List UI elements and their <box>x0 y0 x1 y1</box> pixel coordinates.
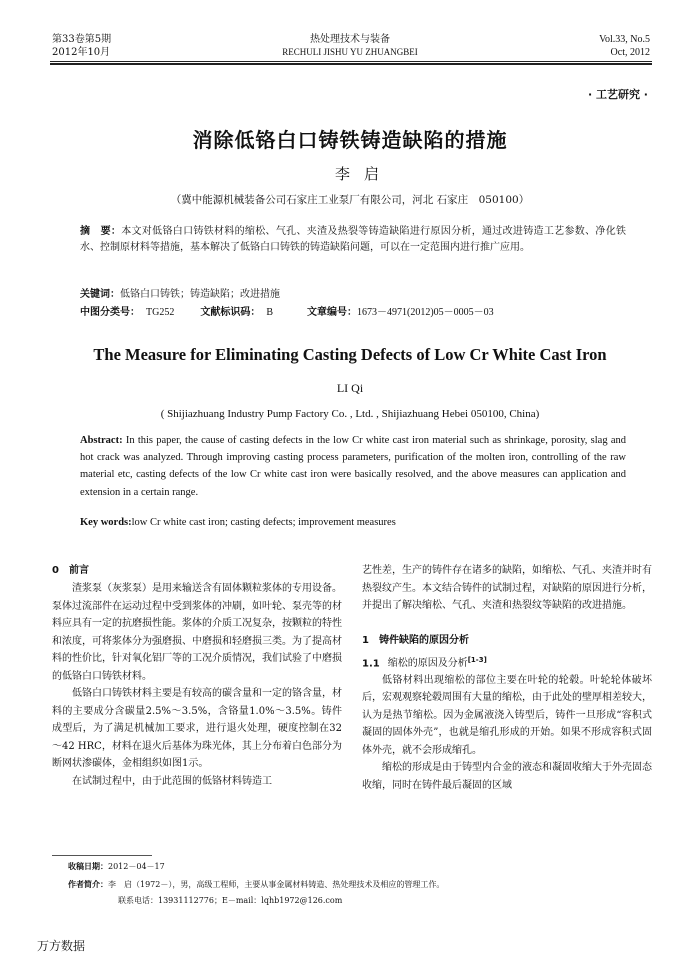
abstract-en <box>80 432 626 501</box>
abstract-en-text: In this paper, the cause of casting defects in the low Cr white cast iron material such as shrinkage, porosity, slag and hot crack was analyzed. Through improving casting process parameters, purification of the molten iron, controlling of the raw material etc, casting defects of the low Cr white cast iron were basically resolved, and the above measures can application and extension in a certain range. <box>80 435 627 498</box>
contact-info: 联系电话：13931112776；E－mail：lqhb1972@126.com <box>118 896 343 905</box>
section-1-title: 铸件缺陷的原因分析 <box>378 634 469 646</box>
journal-volume: Vol.33, No.5 <box>599 34 650 45</box>
doc-code-value: B <box>266 307 274 318</box>
header-rule-thick <box>50 63 652 65</box>
journal-name-pinyin: RECHULI JISHU YU ZHUANGBEI <box>282 47 418 57</box>
footnote-rule <box>52 855 152 856</box>
section-1-1-number: 1.1 <box>362 657 380 669</box>
watermark-text: 万方数据 <box>37 939 86 953</box>
section-1-1-heading <box>362 652 652 672</box>
keywords-cn-label: 关键词： <box>80 289 120 300</box>
journal-date: 2012年10月 <box>52 47 111 58</box>
section-1-1-title: 缩松的原因及分析 <box>387 657 468 669</box>
journal-issue: 第33卷第5期 <box>52 34 112 45</box>
clc-label: 中图分类号： <box>80 307 140 318</box>
keywords-en-text: low Cr white cast iron; casting defects; improvement measures <box>131 517 396 528</box>
author-cn: 李启 <box>334 165 393 183</box>
header-rule <box>50 61 652 62</box>
abstract-cn <box>80 224 626 255</box>
abstract-cn-text: 本文对低铬白口铸铁材料的缩松、气孔、夹渣及热裂等铸造缺陷进行原因分析，通过改进铸造工艺参数、净化铁水、控制原材料等措施，基本解决了低铬白口铸铁的铸造缺陷问题，可以在一定范围内进行推广应用。 <box>80 226 627 253</box>
intro-paragraph-2: 低铬白口铸铁材料主要是有较高的碳含量和一定的铬含量，材料的主要成分含碳量2.5%～3.5%，含铬量1.0%～3.5%。铸件成型后，为了满足机械加工要求，进行退火处理，硬度控制在32～42 HRC，材料在退火后基体为珠光体，其上分布着白色部分为断网状渗碳体，金相组织如图1示。 <box>52 688 342 769</box>
keywords-en-label: Key words: <box>80 517 132 528</box>
abstract-en-label: Abstract: <box>80 435 123 446</box>
section-tag: · 工艺研究 · <box>587 88 648 101</box>
received-label: 收稿日期： <box>68 862 108 871</box>
section-0-title: 前言 <box>68 565 89 576</box>
shrinkage-paragraph-1: 低铬材料出现缩松的部位主要在叶轮的轮毂。叶轮轮体破坏后，宏观观察轮毂周围有大量的缩松，由于此处的壁厚相差较大，认为是热节缩松。因为金属液浇入铸型后，铸件一旦形成“容积式凝固的固体外壳”，也就是缩孔形成的开始。如果不形成容积式固体外壳，就不会形成缩孔。 <box>362 674 652 756</box>
section-0-heading <box>52 562 342 579</box>
section-1-heading <box>362 632 652 649</box>
section-0-number: 0 <box>52 565 59 576</box>
abstract-cn-label: 摘 要： <box>80 226 122 237</box>
title-en: The Measure for Eliminating Casting Defects of Low Cr White Cast Iron <box>93 345 607 364</box>
bio-label: 作者简介： <box>68 880 108 889</box>
intro-paragraph-3: 在试制过程中，由于此范围的低铬材料铸造工 <box>72 775 272 787</box>
affiliation-en: ( Shijiazhuang Industry Pump Factory Co. , Ltd. , Shijiazhuang Hebei 050100, China) <box>160 408 540 420</box>
citation-ref: [1-3] <box>467 655 487 664</box>
keywords-cn-text: 低铬白口铸铁；铸造缺陷；改进措施 <box>120 289 280 300</box>
page-title: 消除低铬白口铸铁铸造缺陷的措施 <box>192 128 508 152</box>
journal-month: Oct, 2012 <box>610 47 650 58</box>
keywords-cn <box>80 287 626 303</box>
affiliation-cn: （冀中能源机械装备公司石家庄工业泵厂有限公司，河北 石家庄 050100） <box>170 194 530 206</box>
left-column <box>52 562 342 790</box>
article-no-label: 文章编号： <box>307 307 358 318</box>
received-value: 2012－04－17 <box>108 862 165 871</box>
classification-line <box>80 305 626 321</box>
intro-paragraph-1: 渣浆泵（灰浆泵）是用来输送含有固体颗粒浆体的专用设备。泵体过流部件在运动过程中受到浆体的冲刷，如叶轮、泵壳等的材料应具有一定的抗磨损性能。浆体的介质工况复杂，按颗粒的特性和浓度，可将浆体分为强磨损、中磨损和轻磨损三类。为了提高材料的性价比，针对氧化铝厂等的工况介质情况，我们试验了中磨损的低铬白口铸铁材料。 <box>52 583 342 682</box>
journal-name: 热处理技术与装备 <box>310 34 390 45</box>
received-date <box>68 860 165 874</box>
bio-text: 李 启（1972－），男，高级工程师，主要从事金属材料铸造、热处理技术及相应的管理工作。 <box>108 880 445 889</box>
clc-value: TG252 <box>146 307 175 318</box>
article-no-value: 1673－4971(2012)05－0005－03 <box>357 307 494 318</box>
author-en: LI Qi <box>336 381 364 395</box>
author-bio <box>68 878 444 892</box>
doc-code-label: 文献标识码： <box>200 307 261 318</box>
shrinkage-paragraph-2: 缩松的形成是由于铸型内合金的液态和凝固收缩大于外壳固态收缩，同时在铸件最后凝固的区域 <box>362 762 652 791</box>
section-1-number: 1 <box>362 634 369 646</box>
intro-continuation: 艺性差，生产的铸件存在诸多的缺陷，如缩松、气孔、夹渣并时有热裂纹产生。本文结合铸件的试制过程，对缺陷的原因进行分析，并提出了解决缩松、气孔、夹渣和热裂纹等缺陷的改进措施。 <box>362 565 652 611</box>
right-column <box>362 562 652 794</box>
keywords-en <box>80 514 626 531</box>
